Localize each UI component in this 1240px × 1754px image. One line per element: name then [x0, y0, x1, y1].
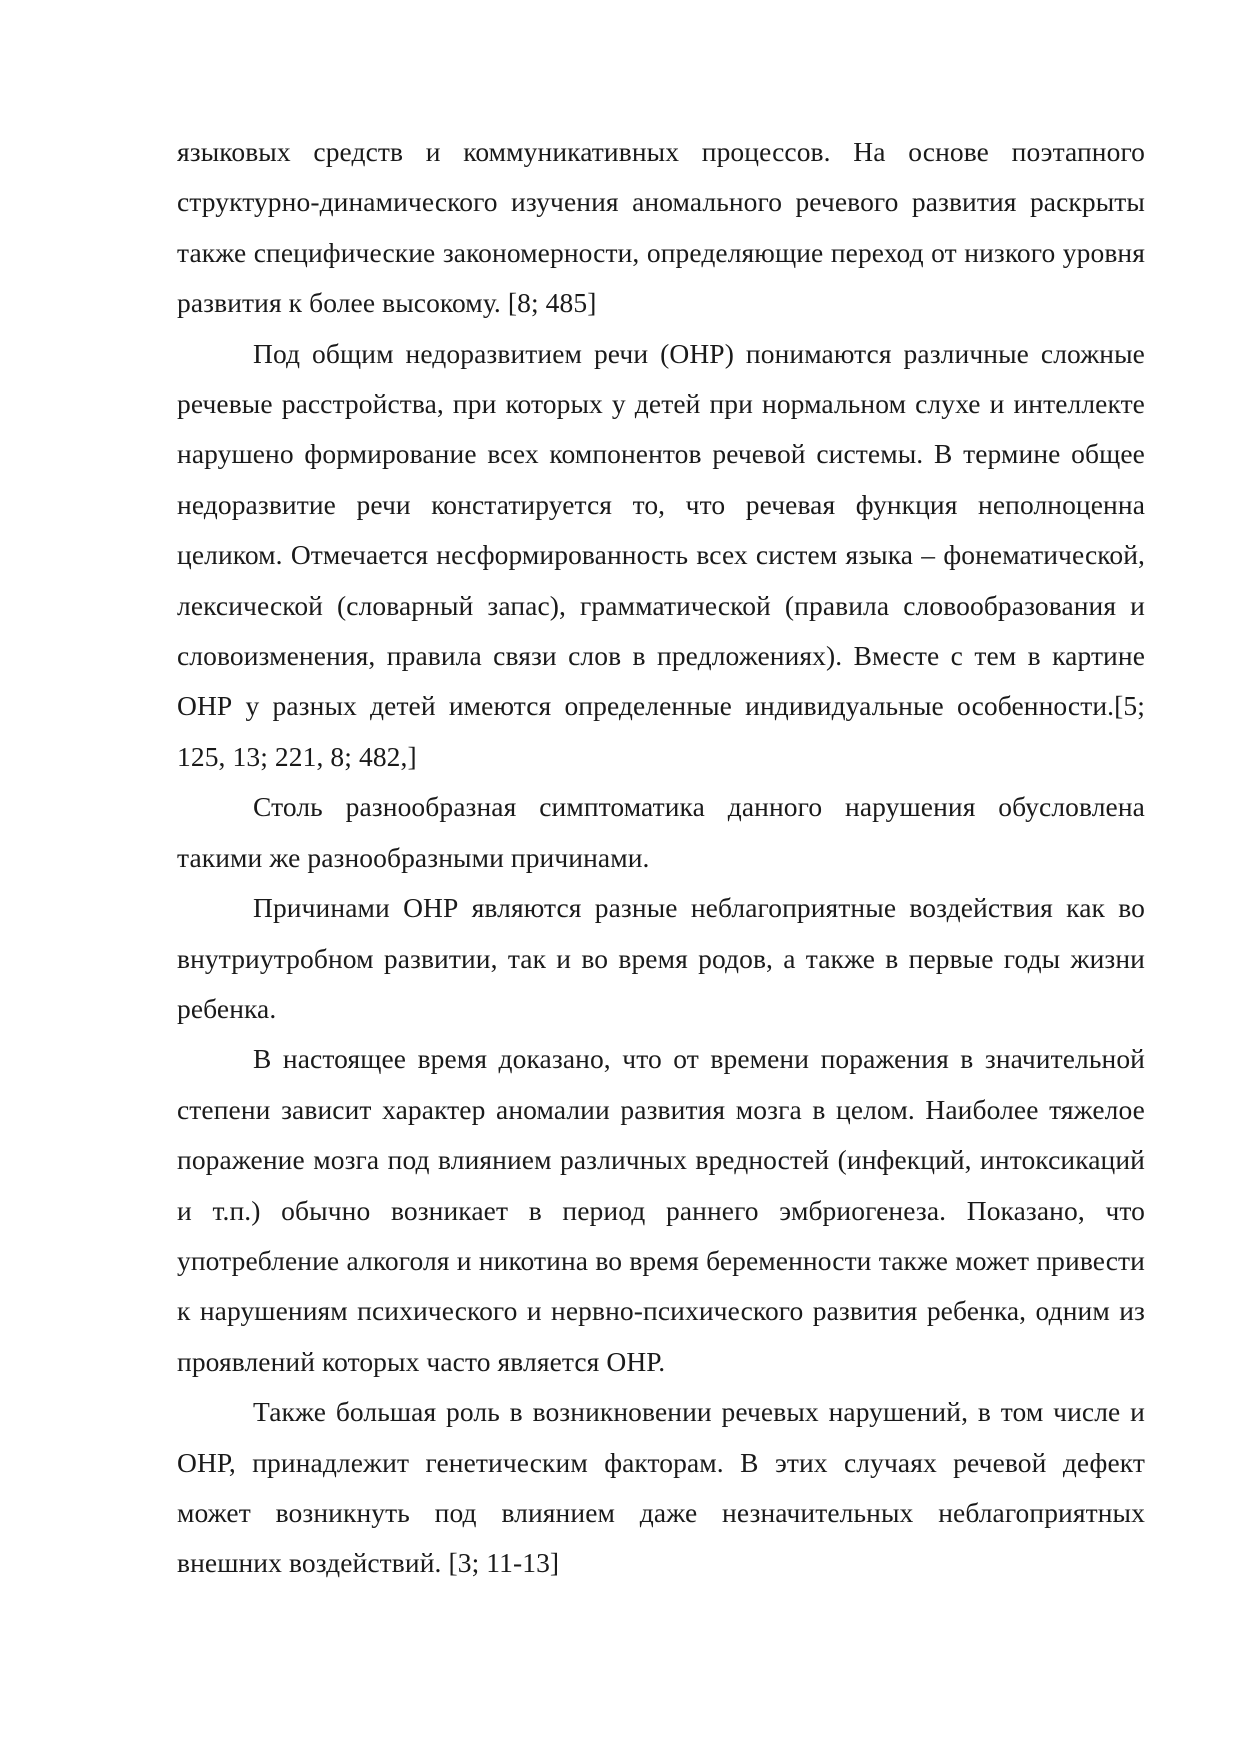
paragraph-continued: языковых средств и коммуникативных процессов. На основе поэтапного структурно-динамического изучения аномального речевого развития раскрыты также специфические закономерности, определяющие переход от низкого уровня развития к более высокому. [8; 485]: [177, 136, 1145, 319]
document-body: [177, 127, 1145, 1589]
paragraph-genetic-factors: Также большая роль в возникновении речевых нарушений, в том числе и ОНР, принадлежит генетическим факторам. В этих случаях речевой дефект может возникнуть под влиянием даже незначительных неблагоприятных внешних воздействий. [3; 11-13]: [177, 1396, 1145, 1579]
paragraph-causes: Причинами ОНР являются разные неблагоприятные воздействия как во внутриутробном развитии, так и во время родов, а также в первые годы жизни ребенка.: [177, 892, 1145, 1024]
paragraph-onr-definition: Под общим недоразвитием речи (ОНР) понимаются различные сложные речевые расстройства, при которых у детей при нормальном слухе и интеллекте нарушено формирование всех компонентов речевой системы. В термине общее недоразвитие речи констатируется то, что речевая функция неполноценна целиком. Отмечается несформированность всех систем языка – фонематической, лексической (словарный запас), грамматической (правила словообразования и словоизменения, правила связи слов в предложениях). Вместе с тем в картине ОНР у разных детей имеются определенные индивидуальные особенности.[5; 125, 13; 221, 8; 482,]: [177, 337, 1145, 772]
paragraph-symptoms: Столь разнообразная симптоматика данного нарушения обусловлена такими же разнообразными причинами.: [177, 791, 1145, 873]
paragraph-brain-damage: В настоящее время доказано, что от времени поражения в значительной степени зависит характер аномалии развития мозга в целом. Наиболее тяжелое поражение мозга под влиянием различных вредностей (инфекций, интоксикаций и т.п.) обычно возникает в период раннего эмбриогенеза. Показано, что употребление алкоголя и никотина во время беременности также может привести к нарушениям психического и нервно-психического развития ребенка, одним из проявлений которых часто является ОНР.: [177, 1043, 1145, 1377]
